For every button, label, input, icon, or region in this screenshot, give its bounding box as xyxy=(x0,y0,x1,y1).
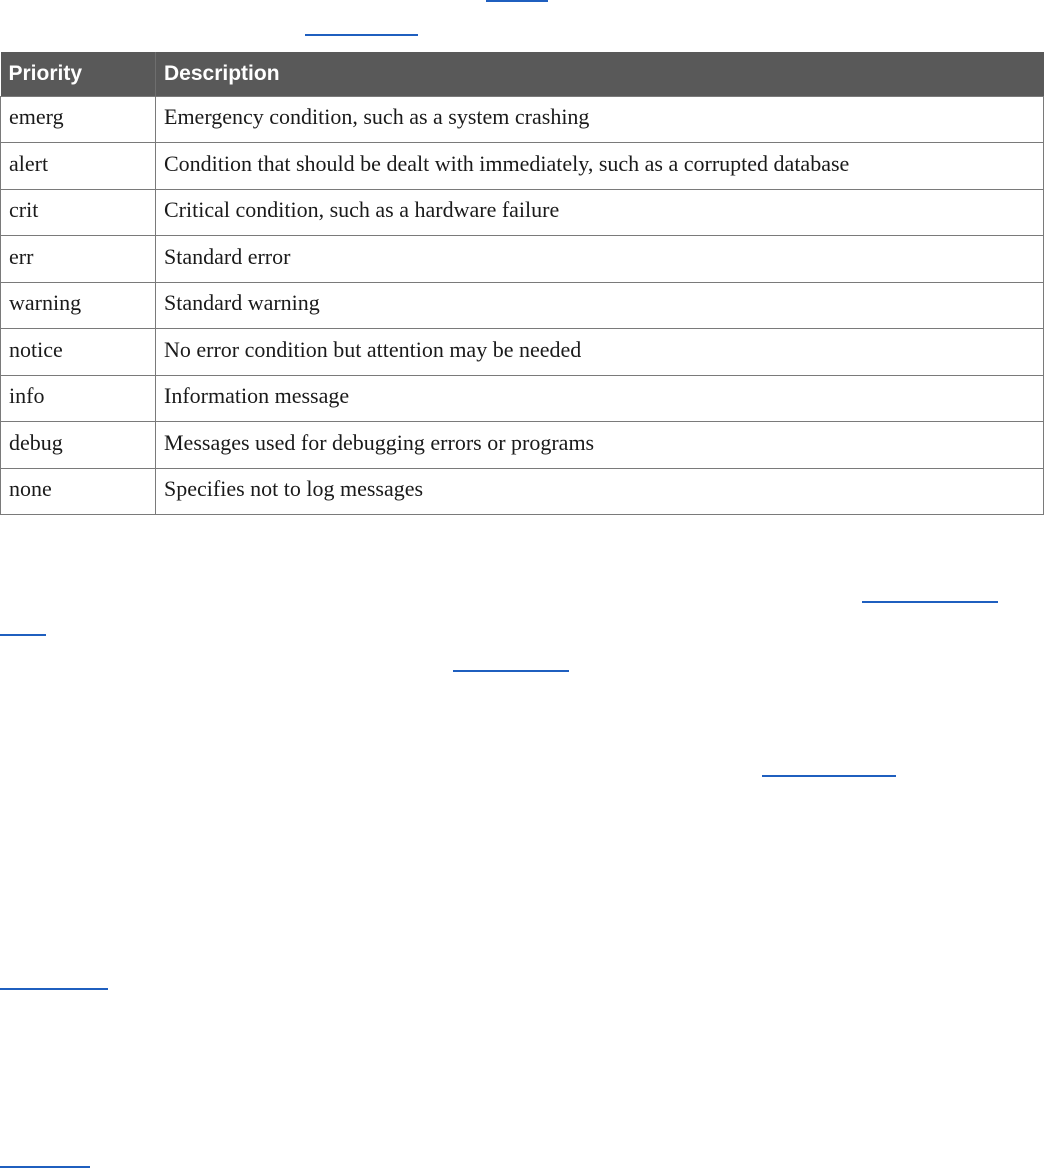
priority-cell: emerg xyxy=(1,96,156,143)
description-cell: Specifies not to log messages xyxy=(156,468,1044,515)
table-row xyxy=(1,329,1044,376)
link-underline-top-1[interactable] xyxy=(486,0,548,2)
description-cell: Condition that should be dealt with immediately, such as a corrupted database xyxy=(156,143,1044,190)
table-row xyxy=(1,143,1044,190)
priority-cell: warning xyxy=(1,282,156,329)
description-cell: Standard warning xyxy=(156,282,1044,329)
table-row xyxy=(1,236,1044,283)
table-row xyxy=(1,422,1044,469)
description-cell: Messages used for debugging errors or programs xyxy=(156,422,1044,469)
priority-table xyxy=(0,52,1044,515)
description-cell: Critical condition, such as a hardware failure xyxy=(156,189,1044,236)
link-underline-2[interactable] xyxy=(0,634,46,636)
priority-column-header: Priority xyxy=(1,52,156,96)
table-row xyxy=(1,282,1044,329)
description-cell: Standard error xyxy=(156,236,1044,283)
priority-cell: debug xyxy=(1,422,156,469)
description-cell: Information message xyxy=(156,375,1044,422)
description-cell: No error condition but attention may be needed xyxy=(156,329,1044,376)
priority-cell: notice xyxy=(1,329,156,376)
table-header-row xyxy=(1,52,1044,96)
link-underline-5[interactable] xyxy=(0,988,108,990)
priority-cell: err xyxy=(1,236,156,283)
link-underline-1[interactable] xyxy=(862,601,998,603)
table-row xyxy=(1,468,1044,515)
link-underline-6[interactable] xyxy=(0,1166,90,1168)
priority-cell: none xyxy=(1,468,156,515)
description-cell: Emergency condition, such as a system crashing xyxy=(156,96,1044,143)
priority-cell: info xyxy=(1,375,156,422)
link-underline-4[interactable] xyxy=(762,775,896,777)
table-row xyxy=(1,375,1044,422)
priority-cell: crit xyxy=(1,189,156,236)
table-row xyxy=(1,96,1044,143)
description-column-header: Description xyxy=(156,52,1044,96)
link-underline-3[interactable] xyxy=(453,670,569,672)
priority-cell: alert xyxy=(1,143,156,190)
link-underline-top-2[interactable] xyxy=(305,34,418,36)
table-row xyxy=(1,189,1044,236)
